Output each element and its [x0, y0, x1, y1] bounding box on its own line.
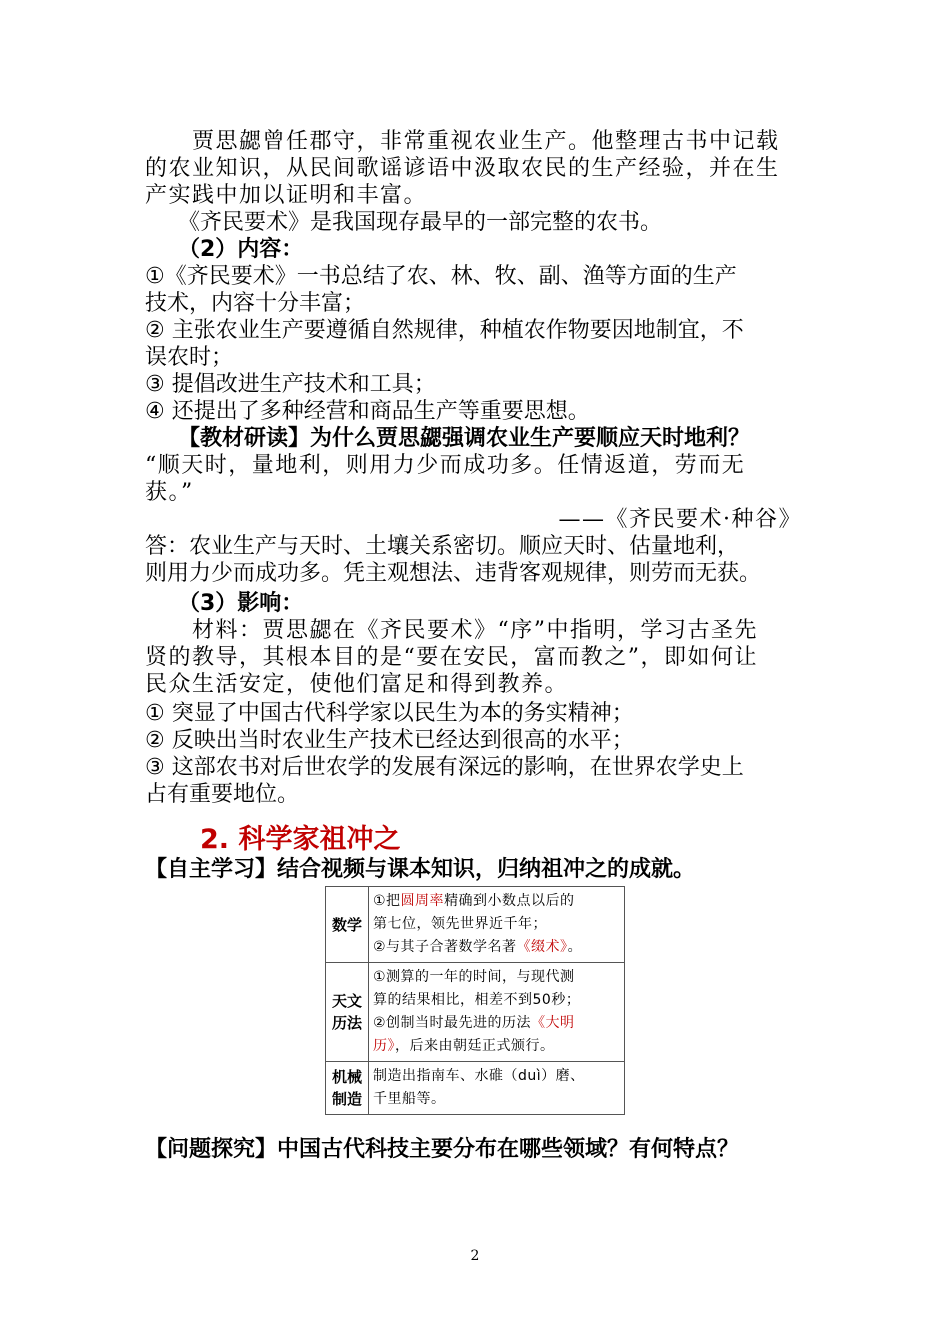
paragraph-line: 的农业知识，从民间歌谣谚语中汲取农民的生产经验，并在生 [145, 156, 780, 181]
influence-item: 占有重要地位。 [145, 782, 300, 807]
detail-machinery: 制造出指南车、水碓（duì）磨、 千里船等。 [369, 1062, 625, 1115]
table-row [326, 887, 625, 963]
category-math: 数学 [326, 887, 369, 963]
detail-astronomy: ①测算的一年的时间，与现代测 算的结果相比，相差不到50秒； ②创制当时最先进的历法《大明 历》，后来由朝廷正式颁行。 [369, 963, 625, 1062]
achievements-table [325, 886, 625, 1115]
content-item: 误农时； [145, 345, 234, 370]
material-line: 民众生活安定，使他们富足和得到教养。 [145, 672, 569, 697]
content-item: ③ 提倡改进生产技术和工具； [145, 372, 436, 397]
content-item: ①《齐民要术》一书总结了农、林、牧、副、渔等方面的生产 [145, 264, 737, 289]
quote-line: “顺天时，量地利，则用力少而成功多。任情返道，劳而无 [145, 453, 746, 478]
content-item: 技术，内容十分丰富； [145, 291, 366, 316]
content-heading: （2）内容： [145, 237, 304, 262]
study-question: 【教材研读】为什么贾思勰强调农业生产要顺应天时地利？ [145, 426, 751, 451]
table-row [326, 963, 625, 1062]
influence-heading: （3）影响： [145, 591, 304, 616]
self-study-prompt: 【自主学习】结合视频与课本知识，归纳祖冲之的成就。 [145, 857, 696, 882]
influence-item: ② 反映出当时农业生产技术已经达到很高的水平； [145, 728, 634, 753]
quote-source: ——《齐民要术·种谷》 [558, 507, 802, 532]
category-astronomy: 天文 历法 [326, 963, 369, 1062]
category-machinery: 机械 制造 [326, 1062, 369, 1115]
answer-line: 则用力少而成功多。凭主观想法、违背客观规律，则劳而无获。 [145, 561, 762, 586]
highlight-daming: 《大明 [531, 1015, 575, 1031]
page-number: 2 [470, 1248, 480, 1264]
inquiry-prompt: 【问题探究】中国古代科技主要分布在哪些领域？有何特点？ [145, 1137, 740, 1162]
table-row [326, 1062, 625, 1115]
content-item: ② 主张农业生产要遵循自然规律，种植农作物要因地制宜，不 [145, 318, 744, 343]
material-line: 材料：贾思勰在《齐民要术》“序”中指明，学习古圣先 [145, 618, 758, 643]
detail-math: ①把圆周率精确到小数点以后的 第七位，领先世界近千年； ②与其子合著数学名著《缀术》。 [369, 887, 625, 963]
paragraph-line: 贾思勰曾任郡守，非常重视农业生产。他整理古书中记载 [145, 129, 780, 154]
section-title: 2. 科学家祖冲之 [200, 824, 401, 855]
influence-item: ① 突显了中国古代科学家以民生为本的务实精神； [145, 701, 634, 726]
highlight-zhuishu: 《缀术》 [516, 939, 568, 955]
highlight-pi: 圆周率 [400, 893, 445, 909]
content-item: ④ 还提出了多种经营和商品生产等重要思想。 [145, 399, 590, 424]
paragraph-line: 《齐民要术》是我国现存最早的一部完整的农书。 [145, 210, 663, 235]
paragraph-line: 产实践中加以证明和丰富。 [145, 183, 428, 208]
answer-line: 答：农业生产与天时、土壤关系密切。顺应天时、估量地利， [145, 534, 740, 559]
quote-line: 获。” [145, 480, 194, 505]
material-line: 贤的教导，其根本目的是“要在安民，富而教之”，即如何让 [145, 645, 758, 670]
influence-item: ③ 这部农书对后世农学的发展有深远的影响，在世界农学史上 [145, 755, 744, 780]
